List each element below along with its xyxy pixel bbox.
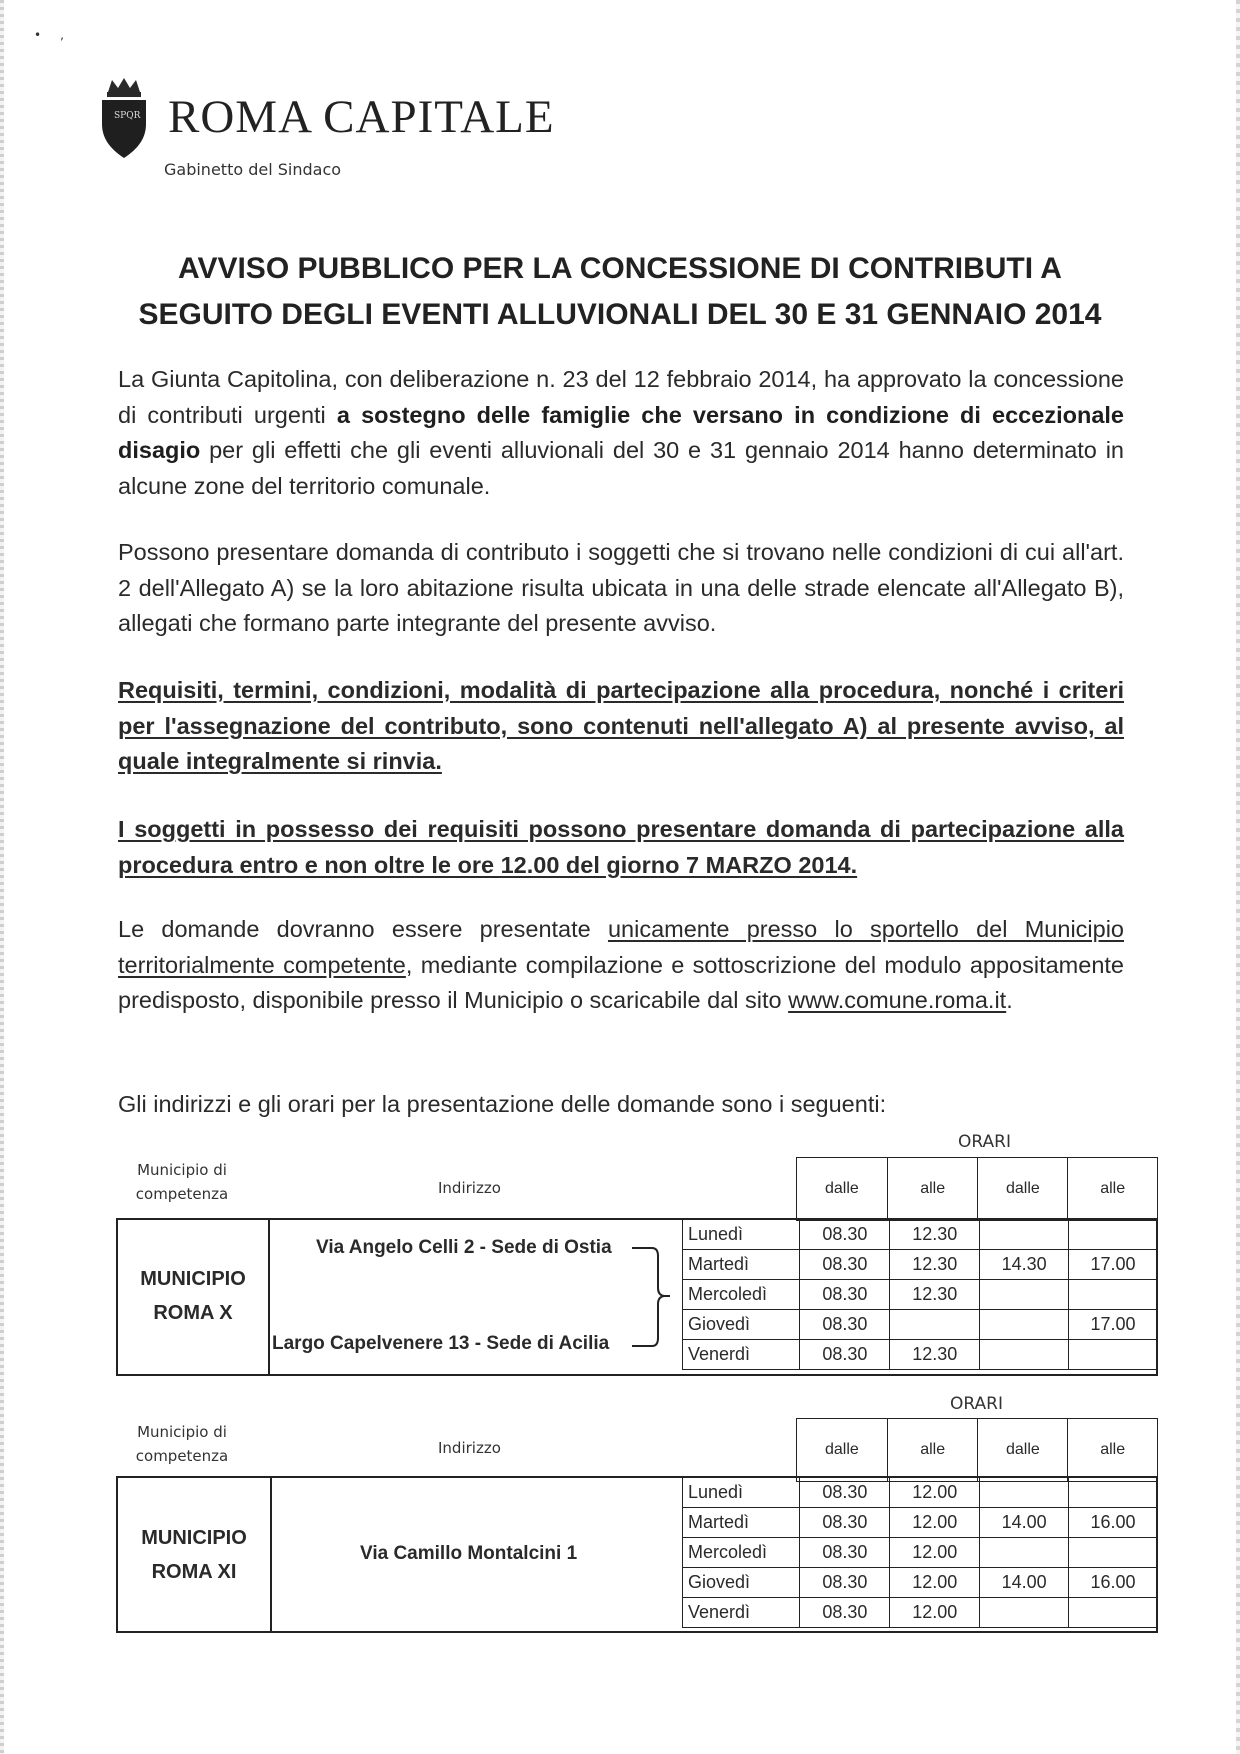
- alle-2-cell: [1069, 1538, 1158, 1568]
- paragraph-schedule-intro: Gli indirizzi e gli orari per la presentazione delle domande sono i seguenti:: [118, 1091, 887, 1117]
- dalle-2-cell: 14.00: [980, 1568, 1069, 1598]
- table2-address: Via Camillo Montalcini 1: [360, 1543, 578, 1564]
- dalle-1-cell: 08.30: [800, 1250, 890, 1280]
- scan-edge-right: [1236, 0, 1240, 1754]
- scan-specks: • ,: [34, 28, 64, 42]
- p5-text-underlined: unicamente presso lo sportello del Municipio territorialmente competente: [118, 916, 1124, 978]
- orari-label-1: ORARI: [958, 1132, 1011, 1152]
- website-link[interactable]: www.comune.roma.it: [788, 987, 1007, 1013]
- dalle-2-cell: [980, 1280, 1069, 1310]
- orari-label-2: ORARI: [950, 1394, 1003, 1414]
- p5-text-a: Le domande dovranno essere presentate: [118, 916, 608, 942]
- schedule-row: [683, 1310, 1158, 1340]
- municipio-line-1: MUNICIPIO: [140, 1268, 246, 1290]
- table2-municipio: [118, 1521, 270, 1589]
- header-dalle: dalle: [797, 1158, 888, 1221]
- alle-2-cell: [1069, 1220, 1158, 1250]
- schedule-row: [683, 1280, 1158, 1310]
- header-alle: alle: [887, 1158, 978, 1221]
- dalle-1-cell: 08.30: [800, 1340, 890, 1370]
- alle-2-cell: 16.00: [1069, 1508, 1158, 1538]
- alle-2-cell: 16.00: [1069, 1568, 1158, 1598]
- alle-2-cell: [1069, 1598, 1158, 1628]
- header-alle: alle: [887, 1419, 978, 1482]
- municipio-line-2: ROMA XI: [151, 1561, 237, 1583]
- p1-text-a: La Giunta Capitolina, con deliberazione n. 23 del 12 febbraio 2014, ha approvato la concessione di contributi urgenti: [118, 366, 1124, 428]
- alle-1-cell: 12.00: [890, 1568, 980, 1598]
- orari-header-table-1: [796, 1157, 1158, 1221]
- day-cell: Mercoledì: [683, 1280, 800, 1310]
- document-title: [80, 246, 1160, 338]
- p1-text-c: per gli effetti che gli eventi alluvionali del 30 e 31 gennaio 2014 hanno determinato in alcune zone del territorio comunale.: [118, 437, 1124, 499]
- alle-2-cell: [1069, 1478, 1158, 1508]
- schedule-row: [683, 1340, 1158, 1370]
- dalle-2-cell: [980, 1340, 1069, 1370]
- title-line-1: AVVISO PUBBLICO PER LA CONCESSIONE DI CONTRIBUTI A: [178, 252, 1062, 285]
- dalle-1-cell: 08.30: [800, 1598, 890, 1628]
- alle-1-cell: [890, 1310, 980, 1340]
- header-dalle: dalle: [797, 1419, 888, 1482]
- alle-1-cell: 12.30: [890, 1220, 980, 1250]
- dalle-2-cell: [980, 1598, 1069, 1628]
- table2-schedule: [682, 1477, 1158, 1628]
- p1-text-bold: a sostegno delle famiglie che versano in condizione di eccezionale disagio: [118, 401, 1124, 463]
- schedule-row: [683, 1508, 1158, 1538]
- alle-1-cell: 12.00: [890, 1598, 980, 1628]
- orari-header-table-2: [796, 1418, 1158, 1482]
- dalle-1-cell: 08.30: [800, 1538, 890, 1568]
- dalle-1-cell: 08.30: [800, 1220, 890, 1250]
- paragraph-eligibility: Possono presentare domanda di contributo i soggetti che si trovano nelle condizioni di cui all'art. 2 dell'Allegato A) se la loro abitazione risulta ubicata in una delle strade elencate all'Allegato B), allegati che formano parte integrante del presente avviso.: [118, 539, 1124, 636]
- header-dalle: dalle: [978, 1419, 1068, 1482]
- alle-1-cell: 12.30: [890, 1280, 980, 1310]
- alle-1-cell: 12.30: [890, 1250, 980, 1280]
- municipio-header-1: Municipio di competenza: [135, 1161, 229, 1203]
- table1-address-ostia: Via Angelo Celli 2 - Sede di Ostia: [316, 1237, 612, 1258]
- dalle-2-cell: [980, 1220, 1069, 1250]
- svg-text:SPQR: SPQR: [114, 111, 141, 121]
- header-alle: alle: [1068, 1158, 1158, 1221]
- schedule-row: [683, 1538, 1158, 1568]
- dalle-1-cell: 08.30: [800, 1478, 890, 1508]
- dalle-1-cell: 08.30: [800, 1508, 890, 1538]
- dalle-2-cell: [980, 1478, 1069, 1508]
- alle-2-cell: 17.00: [1069, 1310, 1158, 1340]
- alle-2-cell: [1069, 1280, 1158, 1310]
- table1-schedule: [682, 1219, 1158, 1370]
- schedule-row: [683, 1250, 1158, 1280]
- municipio-line-1: MUNICIPIO: [141, 1527, 247, 1549]
- alle-1-cell: 12.30: [890, 1340, 980, 1370]
- schedule-row: [683, 1568, 1158, 1598]
- office-name: Gabinetto del Sindaco: [164, 160, 342, 179]
- header-dalle: dalle: [978, 1158, 1068, 1221]
- day-cell: Martedì: [683, 1508, 800, 1538]
- alle-2-cell: 17.00: [1069, 1250, 1158, 1280]
- day-cell: Venerdì: [683, 1340, 800, 1370]
- address-brace-icon: [624, 1238, 674, 1360]
- alle-2-cell: [1069, 1340, 1158, 1370]
- alle-1-cell: 12.00: [890, 1508, 980, 1538]
- paragraph-requirements: Requisiti, termini, condizioni, modalità di partecipazione alla procedura, nonché i criteri per l'assegnazione del contributo, sono contenuti nell'allegato A) al presente avviso, al quale integralmente si rinvia.: [118, 677, 1124, 774]
- indirizzo-header-1: Indirizzo: [438, 1179, 501, 1197]
- municipio-header-2: Municipio di competenza: [135, 1423, 229, 1465]
- scan-edge-left: [0, 0, 4, 1754]
- day-cell: Lunedì: [683, 1220, 800, 1250]
- schedule-row: [683, 1220, 1158, 1250]
- day-cell: Martedì: [683, 1250, 800, 1280]
- schedule-row: [683, 1598, 1158, 1628]
- dalle-1-cell: 08.30: [800, 1568, 890, 1598]
- table1-address-acilia: Largo Capelvenere 13 - Sede di Acilia: [272, 1333, 610, 1354]
- dalle-2-cell: [980, 1538, 1069, 1568]
- indirizzo-header-2: Indirizzo: [438, 1439, 501, 1457]
- alle-1-cell: 12.00: [890, 1478, 980, 1508]
- day-cell: Giovedì: [683, 1568, 800, 1598]
- schedule-row: [683, 1478, 1158, 1508]
- dalle-1-cell: 08.30: [800, 1310, 890, 1340]
- dalle-1-cell: 08.30: [800, 1280, 890, 1310]
- dalle-2-cell: 14.00: [980, 1508, 1069, 1538]
- day-cell: Lunedì: [683, 1478, 800, 1508]
- day-cell: Venerdì: [683, 1598, 800, 1628]
- paragraph-submission: [118, 912, 1124, 1019]
- municipio-line-2: ROMA X: [153, 1302, 233, 1324]
- table1-municipio: [118, 1262, 268, 1330]
- dalle-2-cell: [980, 1310, 1069, 1340]
- roma-capitale-crest-icon: [96, 76, 152, 160]
- brand-name: ROMA CAPITALE: [168, 91, 555, 143]
- p5-text-c: , mediante compilazione e sottoscrizione del modulo appositamente predisposto, disponibile presso il Municipio o scaricabile dal sito: [118, 951, 1124, 1013]
- table1-divider: [268, 1218, 270, 1376]
- p5-text-e: .: [1006, 987, 1013, 1013]
- table2-divider: [270, 1476, 272, 1633]
- header-alle: alle: [1068, 1419, 1158, 1482]
- paragraph-deadline: I soggetti in possesso dei requisiti possono presentare domanda di partecipazione alla procedura entro e non oltre le ore 12.00 del giorno 7 MARZO 2014.: [118, 816, 1124, 878]
- day-cell: Giovedì: [683, 1310, 800, 1340]
- paragraph-deliberation: [118, 362, 1124, 504]
- dalle-2-cell: 14.30: [980, 1250, 1069, 1280]
- title-line-2: SEGUITO DEGLI EVENTI ALLUVIONALI DEL 30 E 31 GENNAIO 2014: [138, 298, 1102, 331]
- alle-1-cell: 12.00: [890, 1538, 980, 1568]
- day-cell: Mercoledì: [683, 1538, 800, 1568]
